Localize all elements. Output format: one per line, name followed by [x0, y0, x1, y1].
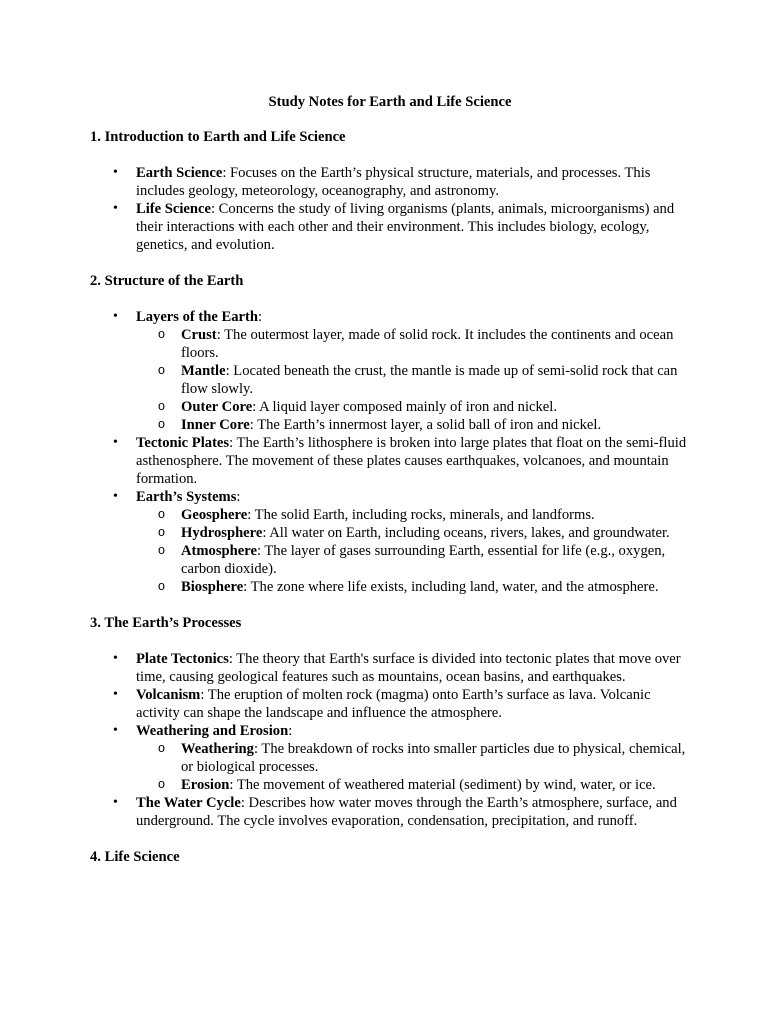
item-text: : The zone where life exists, including land, water, and the atmosphere. [243, 579, 659, 595]
circle-bullet-icon: o [158, 399, 165, 413]
item-text: : The layer of gases surrounding Earth, essential for life (e.g., oxygen, carbon dioxide). [181, 543, 666, 577]
sub-list-item [136, 398, 690, 416]
circle-bullet-icon: o [158, 741, 165, 755]
bullet-icon: • [113, 435, 118, 450]
item-text: : The outermost layer, made of solid rock. It includes the continents and ocean floors. [181, 327, 674, 361]
item-term: Crust [181, 327, 217, 343]
item-text: : [288, 723, 293, 739]
sub-list-item [136, 326, 690, 362]
item-term: Weathering [181, 741, 254, 757]
item-text: : A liquid layer composed mainly of iron and nickel. [252, 399, 557, 415]
list-item [90, 164, 690, 200]
item-text: : The Earth’s innermost layer, a solid ball of iron and nickel. [249, 417, 602, 433]
circle-bullet-icon: o [158, 507, 165, 521]
sub-list-item [136, 776, 690, 794]
list-item [90, 722, 690, 794]
item-term: Weathering and Erosion [136, 723, 289, 739]
sub-list [136, 740, 690, 794]
sub-list [136, 326, 690, 434]
item-term: Inner Core [181, 417, 250, 433]
sub-list-item [136, 542, 690, 578]
section-heading: 1. Introduction to Earth and Life Science [90, 129, 346, 145]
bullet-icon: • [113, 489, 118, 504]
item-text: : Focuses on the Earth’s physical structure, materials, and processes. This includes geology, meteorology, oceanography, and astronomy. [136, 165, 651, 199]
item-term: Earth’s Systems [136, 489, 237, 505]
list-item [90, 200, 690, 254]
circle-bullet-icon: o [158, 543, 165, 557]
bullet-icon: • [113, 687, 118, 702]
item-term: Outer Core [181, 399, 253, 415]
item-text: : Describes how water moves through the Earth’s atmosphere, surface, and underground. The cycle involves evaporation, condensation, precipitation, and runoff. [136, 795, 677, 829]
circle-bullet-icon: o [158, 777, 165, 791]
section-heading: 3. The Earth’s Processes [90, 615, 242, 631]
bullet-icon: • [113, 201, 118, 216]
circle-bullet-icon: o [158, 327, 165, 341]
section-heading: 2. Structure of the Earth [90, 273, 244, 289]
circle-bullet-icon: o [158, 525, 165, 539]
bullet-icon: • [113, 165, 118, 180]
sub-list-item [136, 416, 690, 434]
sub-list-item [136, 524, 690, 542]
document-page [90, 93, 690, 866]
sub-list-item [136, 740, 690, 776]
item-term: Mantle [181, 363, 226, 379]
item-text: : The movement of weathered material (sediment) by wind, water, or ice. [229, 777, 656, 793]
item-term: Earth Science [136, 165, 223, 181]
item-term: Tectonic Plates [136, 435, 230, 451]
section-heading: 4. Life Science [90, 849, 180, 865]
page-title: Study Notes for Earth and Life Science [268, 94, 512, 110]
bullet-list [90, 650, 690, 830]
item-term: Plate Tectonics [136, 651, 229, 667]
item-text: : The breakdown of rocks into smaller particles due to physical, chemical, or biological processes. [181, 741, 686, 775]
item-text: : The theory that Earth's surface is divided into tectonic plates that move over time, causing geological features such as mountains, ocean basins, and earthquakes. [136, 651, 681, 685]
item-text: : [258, 309, 263, 325]
bullet-list [90, 308, 690, 596]
item-term: Biosphere [181, 579, 244, 595]
list-item [90, 686, 690, 722]
item-text: : Concerns the study of living organisms (plants, animals, microorganisms) and their interactions with each other and their environment. This includes biology, ecology, genetics, and evolution. [136, 201, 675, 253]
item-term: Volcanism [136, 687, 201, 703]
list-item [90, 650, 690, 686]
sub-list-item [136, 362, 690, 398]
item-text: : Located beneath the crust, the mantle is made up of semi-solid rock that can flow slowly. [181, 363, 678, 397]
item-term: Atmosphere [181, 543, 257, 559]
item-term: Life Science [136, 201, 211, 217]
circle-bullet-icon: o [158, 417, 165, 431]
sub-list-item [136, 578, 690, 596]
bullet-icon: • [113, 795, 118, 810]
circle-bullet-icon: o [158, 579, 165, 593]
item-term: Hydrosphere [181, 525, 263, 541]
item-text: : The solid Earth, including rocks, minerals, and landforms. [247, 507, 595, 523]
item-text: : The eruption of molten rock (magma) onto Earth’s surface as lava. Volcanic activity can shape the landscape and influence the atmosphere. [136, 687, 651, 721]
list-item [90, 488, 690, 596]
item-text: : [236, 489, 241, 505]
item-term: Geosphere [181, 507, 248, 523]
bullet-icon: • [113, 723, 118, 738]
list-item [90, 794, 690, 830]
item-term: Layers of the Earth [136, 309, 259, 325]
sub-list-item [136, 506, 690, 524]
bullet-icon: • [113, 651, 118, 666]
item-text: : The Earth’s lithosphere is broken into large plates that float on the semi-fluid asthenosphere. The movement of these plates causes earthquakes, volcanoes, and mountain formation. [136, 435, 687, 487]
list-item [90, 308, 690, 434]
item-term: The Water Cycle [136, 795, 241, 811]
bullet-list [90, 164, 690, 254]
sub-list [136, 506, 690, 596]
bullet-icon: • [113, 309, 118, 324]
item-term: Erosion [181, 777, 230, 793]
circle-bullet-icon: o [158, 363, 165, 377]
item-text: : All water on Earth, including oceans, rivers, lakes, and groundwater. [262, 525, 670, 541]
list-item [90, 434, 690, 488]
